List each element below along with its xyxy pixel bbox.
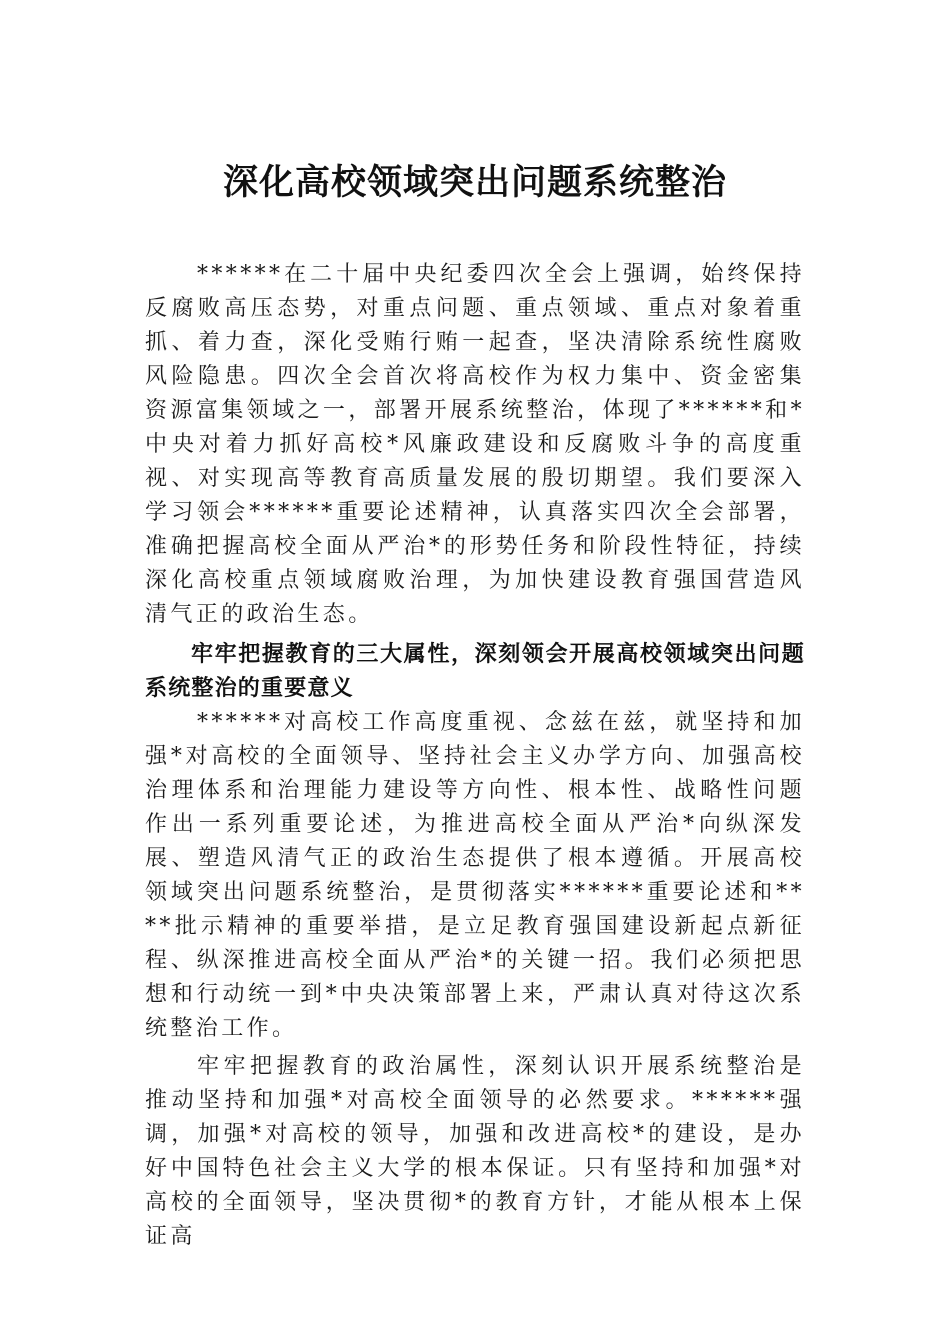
document-body bbox=[145, 258, 805, 1254]
section-heading: 牢牢把握教育的三大属性，深刻领会开展高校领域突出问题系统整治的重要意义 bbox=[145, 642, 805, 701]
paragraph-importance: ******对高校工作高度重视、念兹在兹，就坚持和加强*对高校的全面领导、坚持社会主义办学方向、加强高校治理体系和治理能力建设等方向性、根本性、战略性问题作出一系列重要论述，为推进高校全面从严治*向纵深发展、塑造风清气正的政治生态提供了根本遵循。开展高校领域突出问题系统整治，是贯彻落实******重要论述和****批示精神的重要举措，是立足教育强国建设新起点新征程、纵深推进高校全面从严治*的关键一招。我们必须把思想和行动统一到*中央决策部署上来，严肃认真对待这次系统整治工作。 bbox=[145, 710, 805, 1041]
document-title: 深化高校领域突出问题系统整治 bbox=[222, 162, 727, 203]
paragraph-intro: ******在二十届中央纪委四次全会上强调，始终保持反腐败高压态势，对重点问题、重点领域、重点对象着重抓、着力查，深化受贿行贿一起查，坚决清除系统性腐败风险隐患。四次全会首次将高校作为权力集中、资金密集资源富集领域之一，部署开展系统整治，体现了******和*中央对着力抓好高校*风廉政建设和反腐败斗争的高度重视、对实现高等教育高质量发展的殷切期望。我们要深入学习领会******重要论述精神，认真落实四次全会部署，准确把握高校全面从严治*的形势任务和阶段性特征，持续深化高校重点领域腐败治理，为加快建设教育强国营造风清气正的政治生态。 bbox=[145, 262, 805, 627]
paragraph-political-attribute: 牢牢把握教育的政治属性，深刻认识开展系统整治是推动坚持和加强*对高校全面领导的必然要求。******强调，加强*对高校的领导，加强和改进高校*的建设，是办好中国特色社会主义大学的根本保证。只有坚持和加强*对高校的全面领导，坚决贯彻*的教育方针，才能从根本上保证高 bbox=[145, 1054, 805, 1249]
